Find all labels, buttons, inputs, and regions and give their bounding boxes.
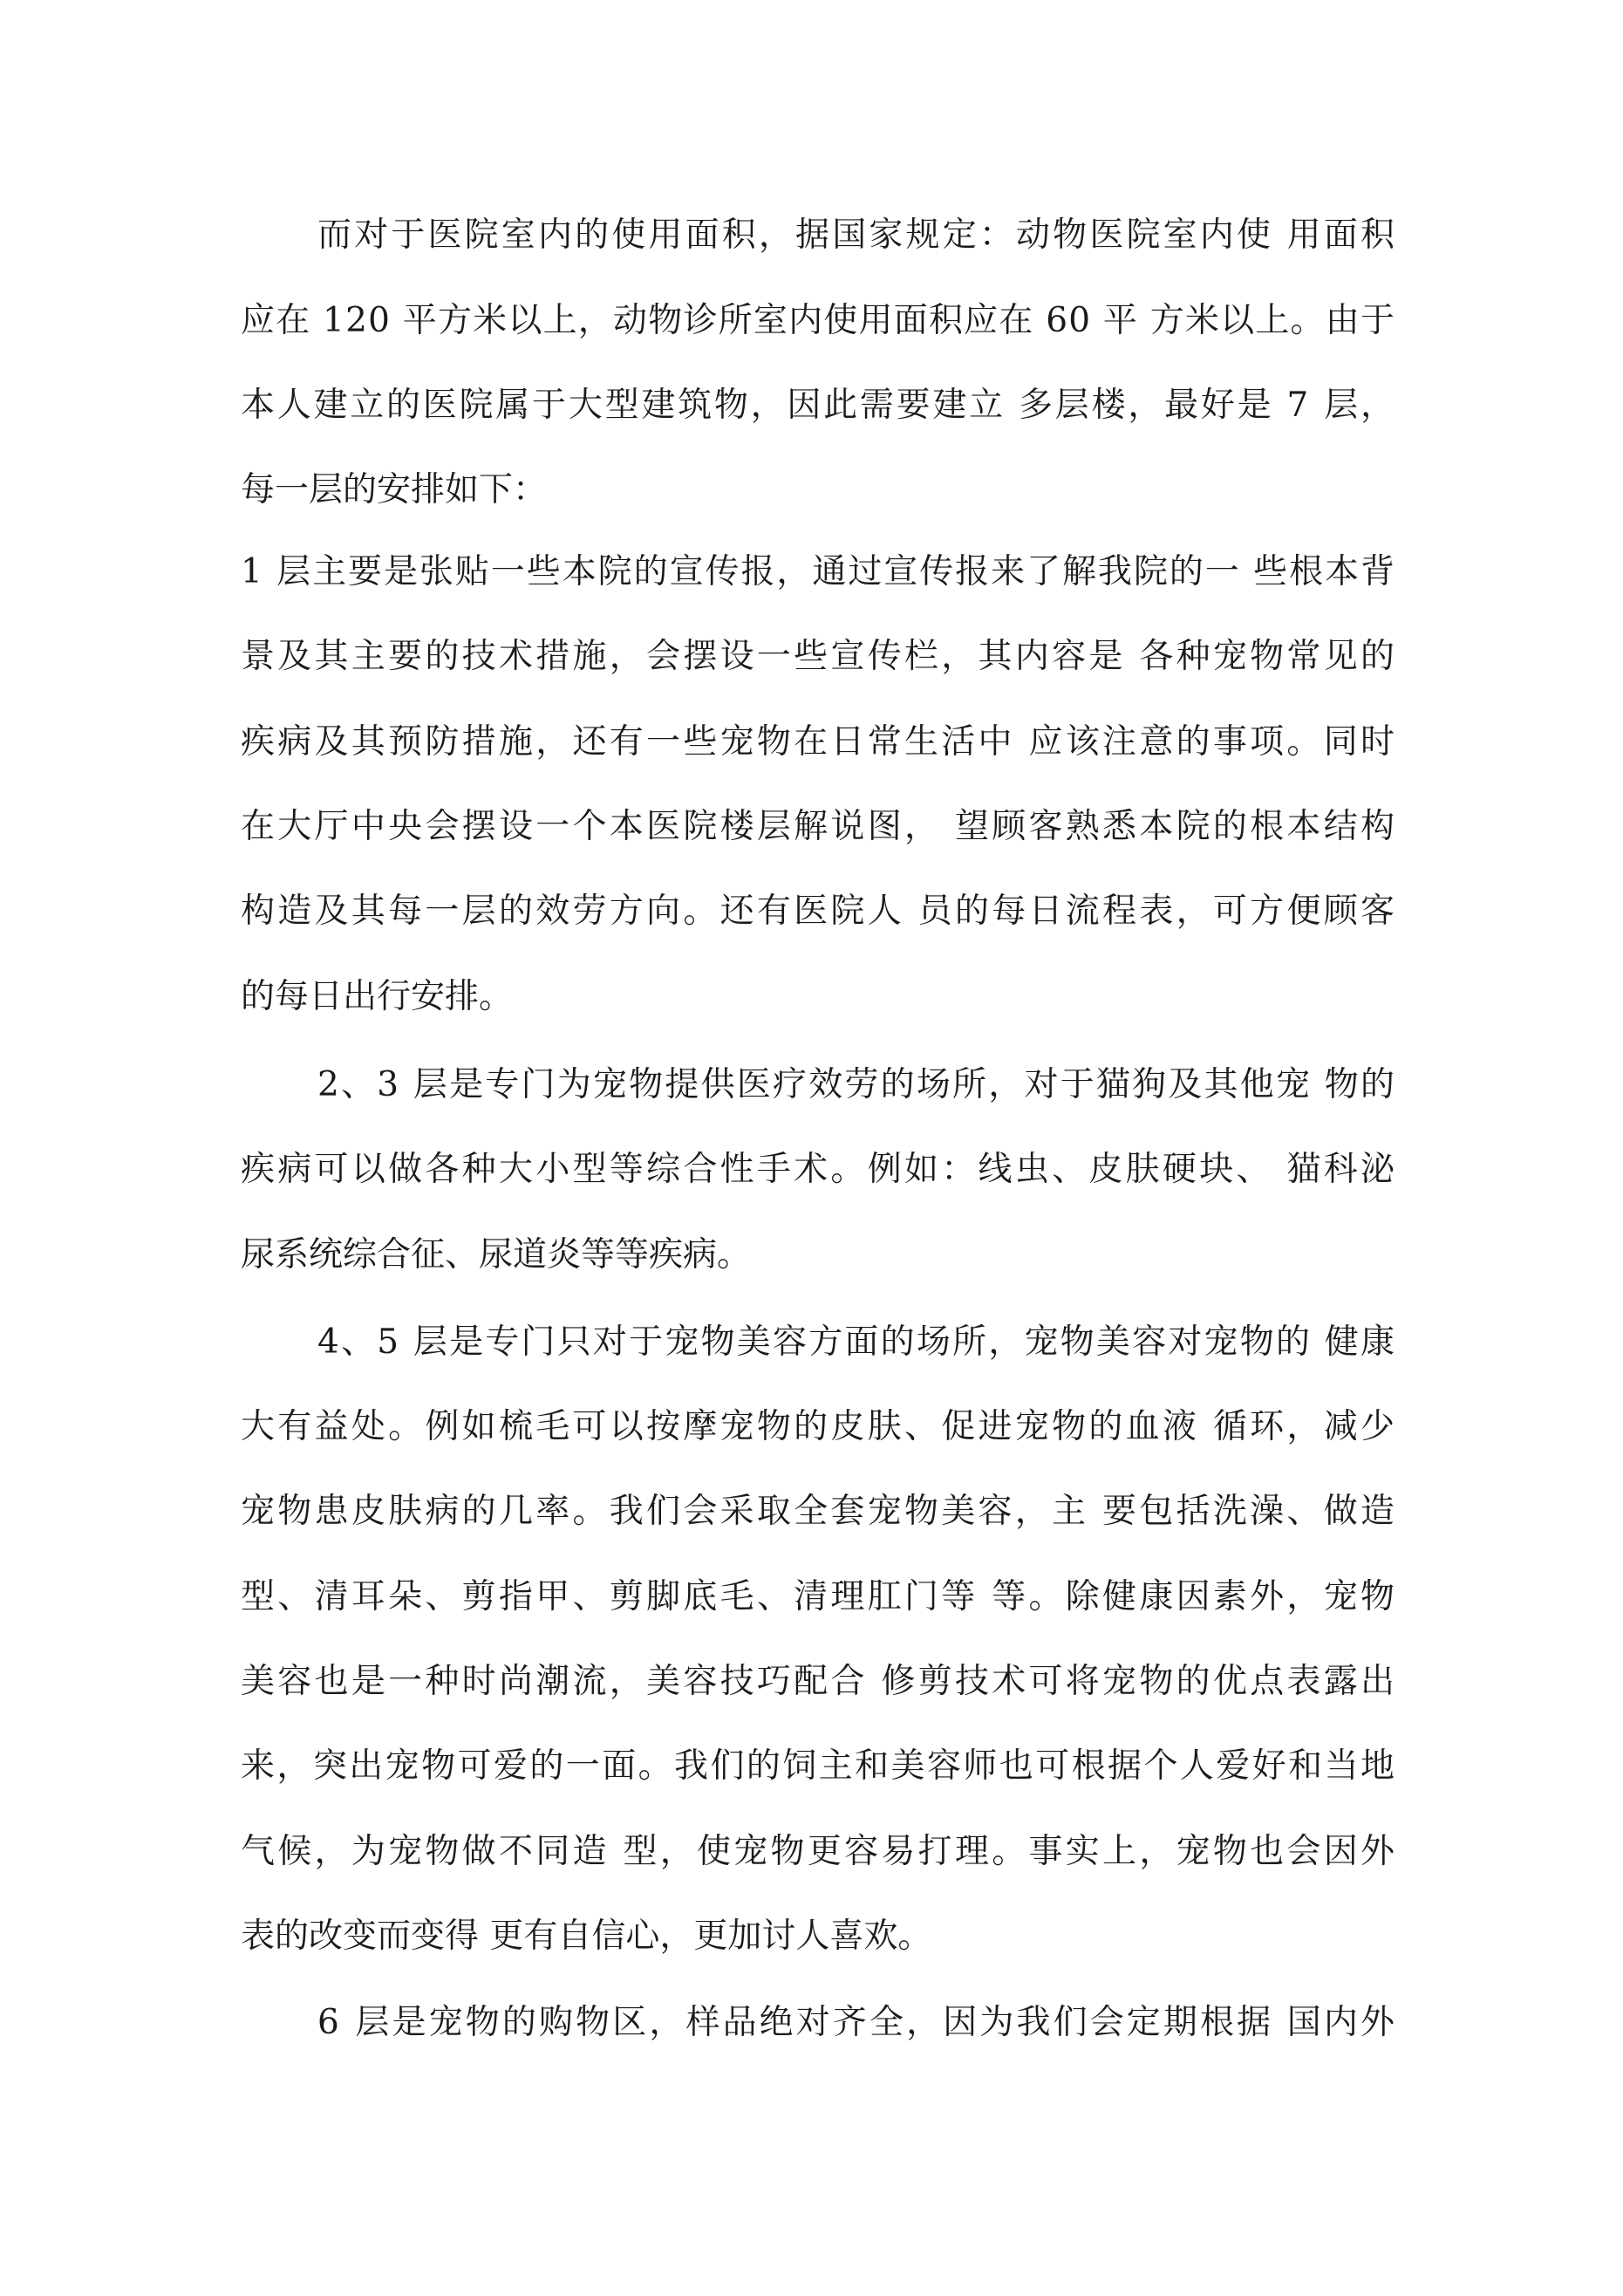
text-line-content: 美容也是一种时尚潮流，美容技巧配合 修剪技术可将宠物的优点表露出 — [241, 1662, 1398, 1701]
text-line-content: 的每日出行安排。 — [241, 977, 514, 1016]
text-line — [0, 881, 1623, 942]
text-line — [0, 1992, 1623, 2053]
text-line — [0, 1651, 1623, 1712]
text-line-content: 疾病可以做各种大小型等综合性手术。例如：线虫、皮肤硬块、 猫科泌 — [241, 1150, 1398, 1189]
text-line-content: 疾病及其预防措施，还有一些宠物在日常生活中 应该注意的事项。同时 — [241, 722, 1398, 762]
text-line-content: 应在 120 平方米以上，动物诊所室内使用面积应在 60 平 方米以上。由于 — [241, 301, 1396, 340]
text-line — [0, 542, 1623, 603]
text-line — [0, 1312, 1623, 1373]
text-line-content: 景及其主要的技术措施，会摆设一些宣传栏，其内容是 各种宠物常见的 — [241, 637, 1398, 676]
text-line — [0, 460, 1623, 521]
text-line-content: 来，突出宠物可爱的一面。我们的饲主和美容师也可根据个人爱好和当地 — [241, 1746, 1397, 1786]
text-line-content: 型、清耳朵、剪指甲、剪脚底毛、清理肛门等 等。除健康因素外，宠物 — [241, 1577, 1398, 1616]
text-line-content: 2、3 层是专门为宠物提供医疗效劳的场所，对于猫狗及其他宠 物的 — [317, 1065, 1397, 1104]
text-line-content: 构造及其每一层的效劳方向。还有医院人 员的每日流程表，可方便顾客 — [241, 892, 1398, 931]
text-line-content: 表的改变而变得 更有自信心，更加讨人喜欢。 — [241, 1917, 932, 1956]
text-line — [0, 796, 1623, 858]
text-line — [0, 1225, 1623, 1286]
text-line — [0, 712, 1623, 773]
text-line-content: 宠物患皮肤病的几率。我们会采取全套宠物美容，主 要包括洗澡、做造 — [241, 1492, 1398, 1531]
text-line-content: 在大厅中央会摆设一个本医院楼层解说图， 望顾客熟悉本院的根本结构 — [241, 807, 1398, 846]
text-line-content: 每一层的安排如下： — [241, 470, 548, 509]
text-line — [0, 967, 1623, 1028]
text-line — [0, 290, 1623, 352]
text-line-content: 气候，为宠物做不同造 型，使宠物更容易打理。事实上，宠物也会因外 — [241, 1832, 1398, 1871]
text-line — [0, 1567, 1623, 1628]
text-line — [0, 1055, 1623, 1116]
text-line-content: 本人建立的医院属于大型建筑物，因此需要建立 多层楼，最好是 7 层， — [241, 386, 1397, 425]
text-line — [0, 1481, 1623, 1542]
text-line — [0, 1397, 1623, 1458]
text-line-content: 6 层是宠物的购物区，样品绝对齐全，因为我们会定期根据 国内外 — [317, 2003, 1398, 2042]
text-line-content: 4、5 层是专门只对于宠物美容方面的场所，宠物美容对宠物的 健康 — [317, 1322, 1397, 1362]
text-line — [0, 1821, 1623, 1883]
text-line — [0, 205, 1623, 266]
text-line — [0, 1139, 1623, 1200]
text-line — [0, 1736, 1623, 1797]
text-line — [0, 626, 1623, 687]
text-line-content: 尿系统综合征、尿道炎等等疾病。 — [241, 1235, 752, 1274]
text-line — [0, 375, 1623, 436]
text-line-content: 而对于医院室内的使用面积，据国家规定：动物医院室内使 用面积 — [317, 215, 1398, 255]
text-line — [0, 1906, 1623, 1967]
text-line-content: 大有益处。例如梳毛可以按摩宠物的皮肤、促进宠物的血液 循环，减少 — [241, 1407, 1398, 1446]
text-line-content: 1 层主要是张贴一些本院的宣传报，通过宣传报来了解我院的一 些根本背 — [241, 552, 1396, 591]
